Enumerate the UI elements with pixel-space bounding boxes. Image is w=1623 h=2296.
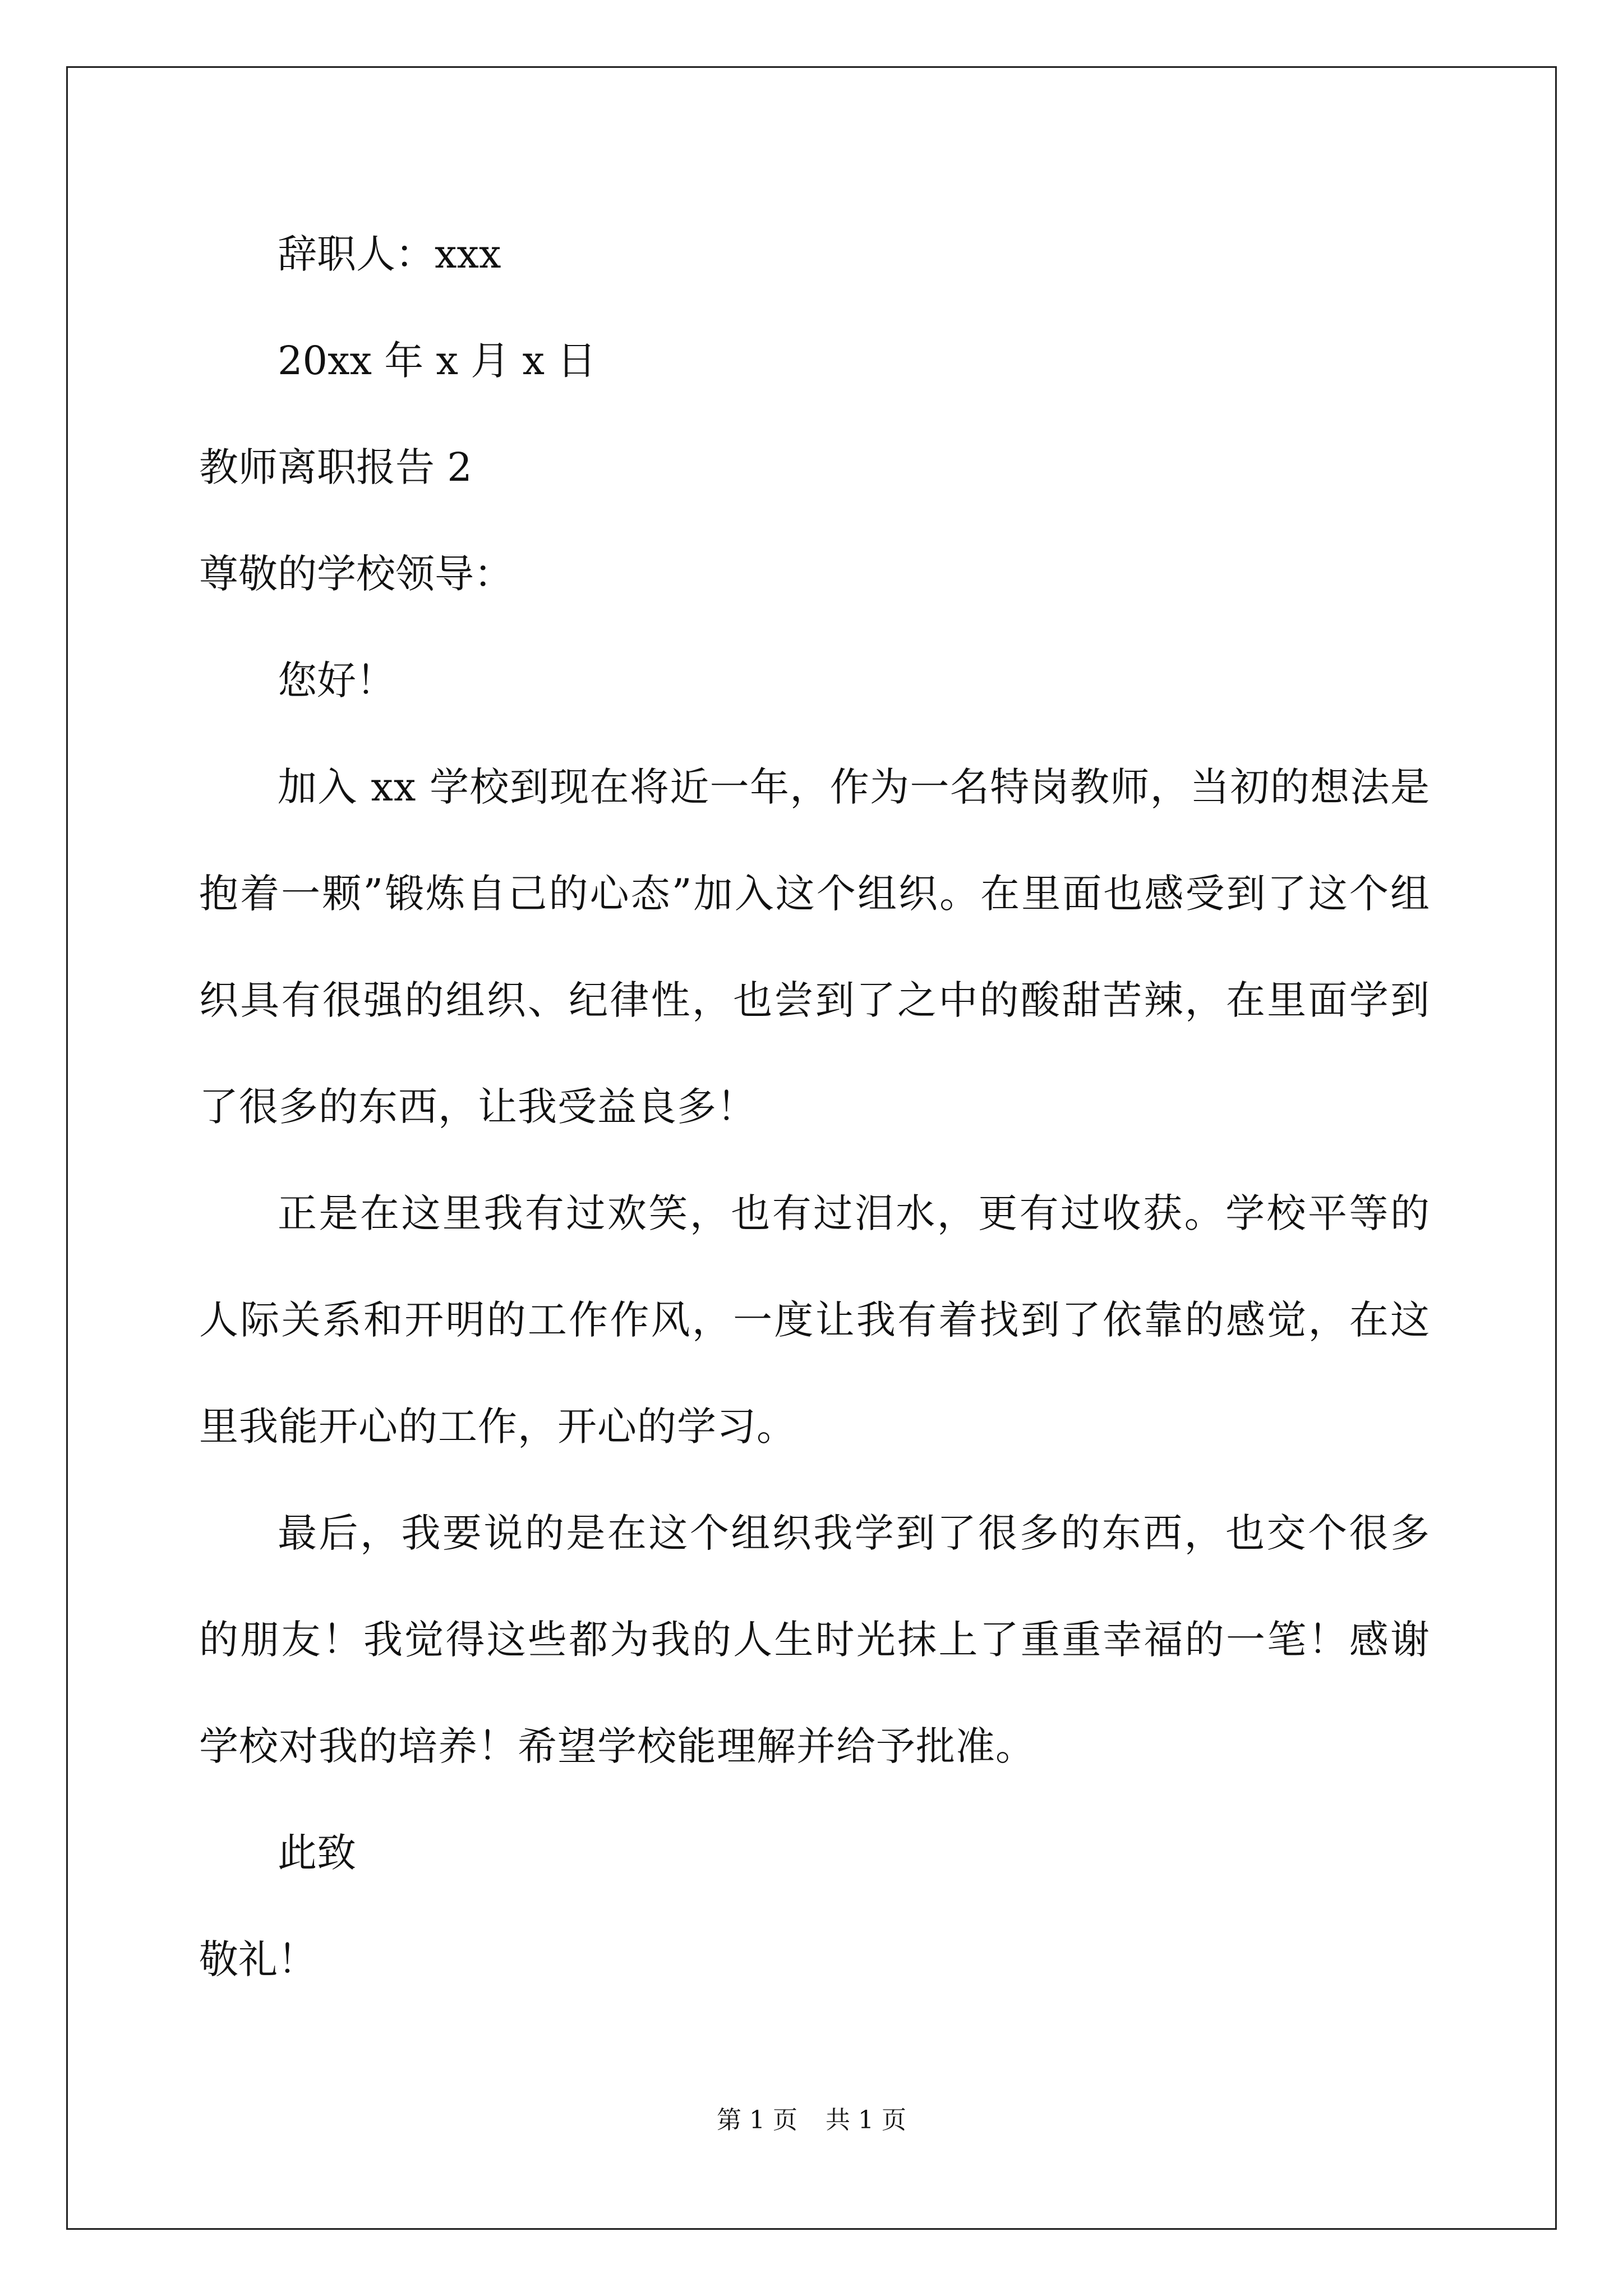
letter-title: 教师离职报告 2 [199,444,472,490]
page-number: 第 1 页 [717,2106,797,2134]
resigner-line: 辞职人：xxx [278,231,501,277]
closing: 此致 [278,1830,356,1876]
date-line: 20xx 年 x 月 x 日 [278,338,597,384]
body-paragraph-3: 最后，我要说的是在这个组织我学到了很多的东西，也交个很多的朋友！我觉得这些都为我的人生时光抹上了重重幸福的一笔！感谢学校对我的培养！希望学校能理解并给予批准。 [199,1510,1430,1769]
page-footer [0,2104,1623,2137]
salutation: 尊敬的学校领导： [199,551,513,597]
greeting: 您好！ [278,657,395,703]
page-total: 共 1 页 [826,2106,906,2134]
body-paragraph-1: 加入 xx 学校到现在将近一年，作为一名特岗教师，当初的想法是抱着一颗”锻炼自己的心态”加入这个组织。在里面也感受到了这个组织具有很强的组织、纪律性，也尝到了之中的酸甜苦辣，在里面学到了很多的东西，让我受益良多！ [199,764,1430,1130]
body-paragraph-2: 正是在这里我有过欢笑，也有过泪水，更有过收获。学校平等的人际关系和开明的工作作风，一度让我有着找到了依靠的感觉，在这里我能开心的工作，开心的学习。 [199,1190,1430,1450]
regards: 敬礼！ [199,1936,317,1982]
